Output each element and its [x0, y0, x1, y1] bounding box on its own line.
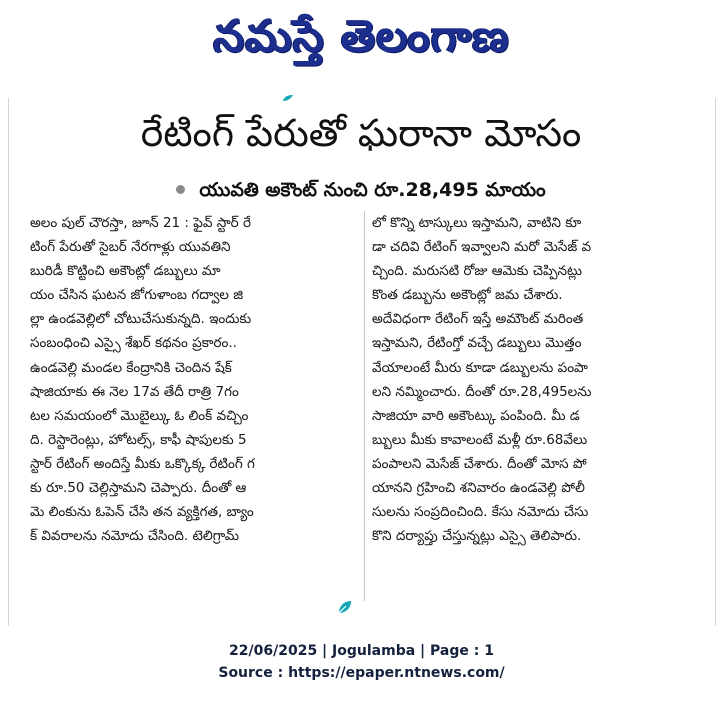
article-headline: రేటింగ్ పేరుతో ఘరానా మోసం: [140, 111, 582, 155]
article-column-right: [372, 211, 694, 548]
article-subheadline: [14, 176, 708, 204]
text-line: క్ వివరాలను నమోదు చేసింది. టెలిగ్రామ్: [30, 528, 240, 545]
text-line: స్టార్ రేటింగ్ అందిస్తే మీకు ఒక్కొక్క రేటింగ్ గ: [30, 455, 255, 472]
text-line: చ్చింది. మరుసటి రోజు ఆమెకు చెప్పినట్లు: [372, 263, 583, 280]
text-line: సులను సంప్రదించింది. కేసు నమోదు చేసు: [372, 504, 589, 521]
bullet-dot: [176, 185, 185, 194]
text-line: అదేవిధంగా రేటింగ్ ఇస్తే అమౌంట్ మరింత: [372, 311, 584, 328]
text-line: మె లింకును ఓపెన్ చేసి తన వ్యక్తిగత, బ్యాం: [30, 504, 254, 521]
text-line: కు రూ.50 చెల్లిస్తామని చెప్పారు. దీంతో ఆ: [30, 480, 247, 497]
text-line: డా చదివి రేటింగ్ ఇవ్వాలని మరో మెసేజ్ వ: [372, 239, 592, 256]
text-line: టల సమయంలో మొబైల్కు ఓ లింక్ వచ్చిం: [30, 407, 249, 424]
text-line: లని నమ్మించారు. దీంతో రూ.28,495లను: [372, 383, 592, 400]
column-divider: [364, 211, 365, 601]
text-line: ఇస్తామని, రేటింగ్తో వచ్చే డబ్బులు మొత్తం: [372, 335, 582, 352]
subheadline-text: యువతి అకౌంట్ నుంచి రూ.28,495 మాయం: [199, 179, 546, 201]
text-line: యం చేసిన ఘటన జోగుళాంబ గద్వాల జి: [30, 287, 244, 304]
text-line: షాజియాకు ఈ నెల 17వ తేదీ రాత్రి 7గం: [30, 383, 239, 400]
text-line: సాజియా వారి అకౌంట్కు పంపింది. మీ డ: [372, 407, 580, 424]
text-line: లో కొన్ని టాస్కులు ఇస్తామని, వాటిని కూ: [372, 215, 582, 231]
footer-edition-info: 22/06/2025 | Jogulamba | Page : 1: [229, 643, 494, 659]
newspaper-masthead: [0, 6, 723, 76]
text-line: బురిడీ కొట్టించి అకౌంట్లో డబ్బులు మా: [30, 263, 221, 280]
text-line: అలం పుల్ చౌరస్తా, జూన్ 21 : ఫైవ్ స్టార్ రే: [30, 215, 251, 231]
text-line: యానని గ్రహించి శనివారం ఉండవెల్లి పోలీ: [372, 480, 585, 497]
text-line: కొంత డబ్బును అకౌంట్లో జమ చేశారు.: [372, 287, 563, 304]
text-line: టింగ్ పేరుతో సైబర్ నేరగాళ్లు యువతిని: [30, 239, 231, 256]
article-column-left: [30, 211, 360, 548]
footer-source-link[interactable]: Source : https://epaper.ntnews.com/: [218, 665, 505, 681]
text-line: పంపాలని మెసేజ్ చేశారు. దీంతో మోస పో: [372, 455, 587, 472]
text-line: ఉండవెల్లి మండల కేంద్రానికి చెందిన షేక్: [30, 359, 232, 376]
text-line: కొని దర్యాప్తు చేస్తున్నట్లు ఎస్సై తెలిపారు.: [372, 528, 582, 545]
text-line: బ్బులు మీకు కావాలంటే మళ్లీ రూ.68వేలు: [372, 431, 588, 448]
masthead-title: నమస్తే తెలంగాణ: [213, 11, 510, 62]
text-line: సంబంధించి ఎస్సై శేఖర్ కథనం ప్రకారం..: [30, 335, 237, 352]
text-line: ది. రెస్టారెంట్లు, హోటల్స్, కాఫీ షాపులకు 5: [30, 431, 247, 448]
leaf-icon: [282, 94, 294, 102]
text-line: ల్లా ఉండవెల్లిలో చోటుచేసుకున్నది. ఇందుకు: [30, 311, 252, 328]
text-line: వేయాలంటే మీరు కూడా డబ్బులను పంపా: [372, 359, 588, 376]
end-leaf-icon: [336, 598, 354, 616]
